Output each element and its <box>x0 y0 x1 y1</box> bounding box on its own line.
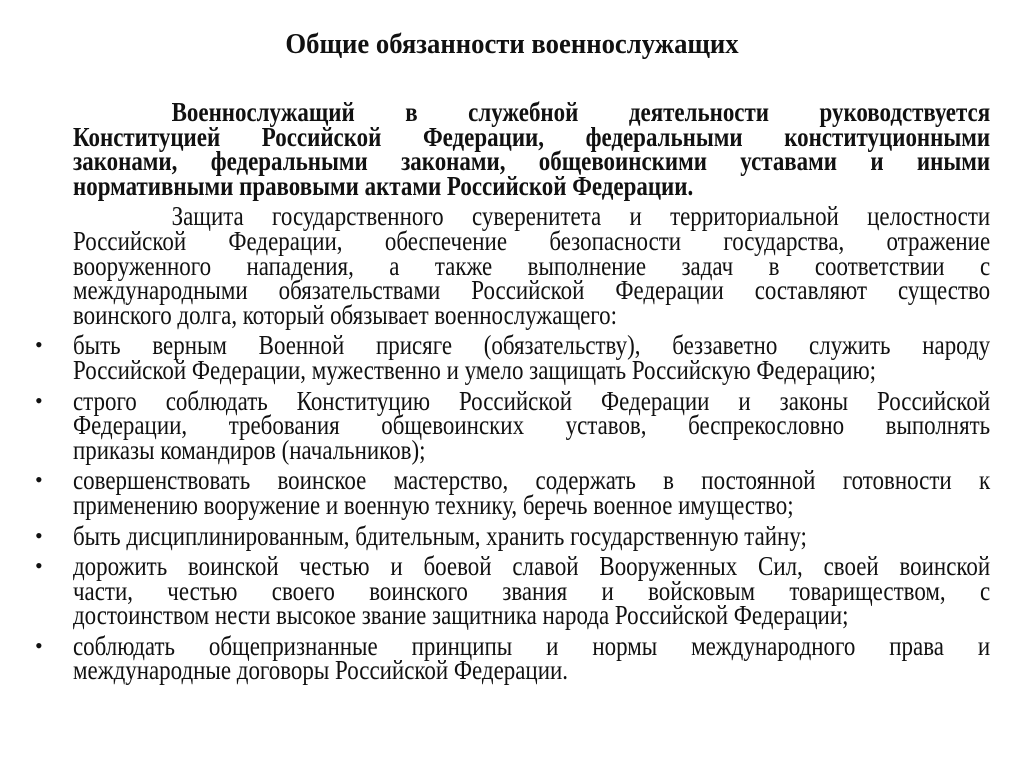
text-line: воинского долга, который обязывает военнослужащего: <box>73 299 617 330</box>
text-line: быть верным Военной присяге (обязательству), беззаветно служить народу <box>73 330 991 361</box>
text-line: Конституцией Российской Федерации, федеральными конституционными <box>73 121 991 152</box>
text-line: соблюдать общепризнанные принципы и нормы международного права и <box>73 630 991 661</box>
bullet-icon: • <box>35 387 43 413</box>
text-line: Российской Федерации, мужественно и умело защищать Российскую Федерацию; <box>73 354 877 385</box>
bullet-item <box>35 520 990 551</box>
bullet-item <box>35 551 991 631</box>
bullet-item <box>35 385 991 465</box>
slide-title: Общие обязанности военнослужащих <box>285 28 739 60</box>
text-line: международные договоры Российской Федерации. <box>73 655 569 686</box>
text-line: нормативными правовыми актами Российской Федерации. <box>73 170 694 201</box>
paragraph <box>73 97 991 201</box>
text-line: Российской Федерации, обеспечение безопасности государства, отражение <box>73 225 991 256</box>
text-line: вооруженного нападения, а также выполнение задач в соответствии с <box>73 250 991 281</box>
bullet-icon: • <box>35 467 43 493</box>
text-line: строго соблюдать Конституцию Российской Федерации и законы Российской <box>73 385 991 416</box>
text-line: быть дисциплинированным, бдительным, хранить государственную тайну; <box>73 520 807 551</box>
text-line: части, честью своего воинского звания и войсковым товариществом, с <box>73 575 991 606</box>
text-line: достоинством нести высокое звание защитника народа Российской Федерации; <box>73 600 849 631</box>
bullet-item <box>35 465 991 520</box>
slide-body <box>35 97 991 689</box>
bullet-item <box>35 630 991 686</box>
text-line: Защита государственного суверенитета и территориальной целостности <box>171 201 991 232</box>
text-line: Военнослужащий в служебной деятельности руководствуется <box>171 97 991 127</box>
text-line: международными обязательствами Российской Федерации составляют существо <box>73 275 991 306</box>
text-line: дорожить воинской честью и боевой славой Вооруженных Сил, своей воинской <box>73 551 991 582</box>
text-line: приказы командиров (начальников); <box>73 434 426 465</box>
bullet-icon: • <box>35 632 43 658</box>
bullet-item <box>35 330 991 385</box>
text-line: законами, федеральными законами, общевоинскими уставами и иными <box>73 146 991 177</box>
text-line: Федерации, требования общевоинских уставов, беспрекословно выполнять <box>73 410 991 441</box>
text-line: совершенствовать воинское мастерство, содержать в постоянной готовности к <box>73 465 991 496</box>
bullet-icon: • <box>35 522 43 548</box>
paragraph <box>73 201 991 330</box>
bullet-icon: • <box>35 332 43 358</box>
bullet-icon: • <box>35 553 43 579</box>
text-line: применению вооружение и военную технику, беречь военное имущество; <box>73 489 794 520</box>
